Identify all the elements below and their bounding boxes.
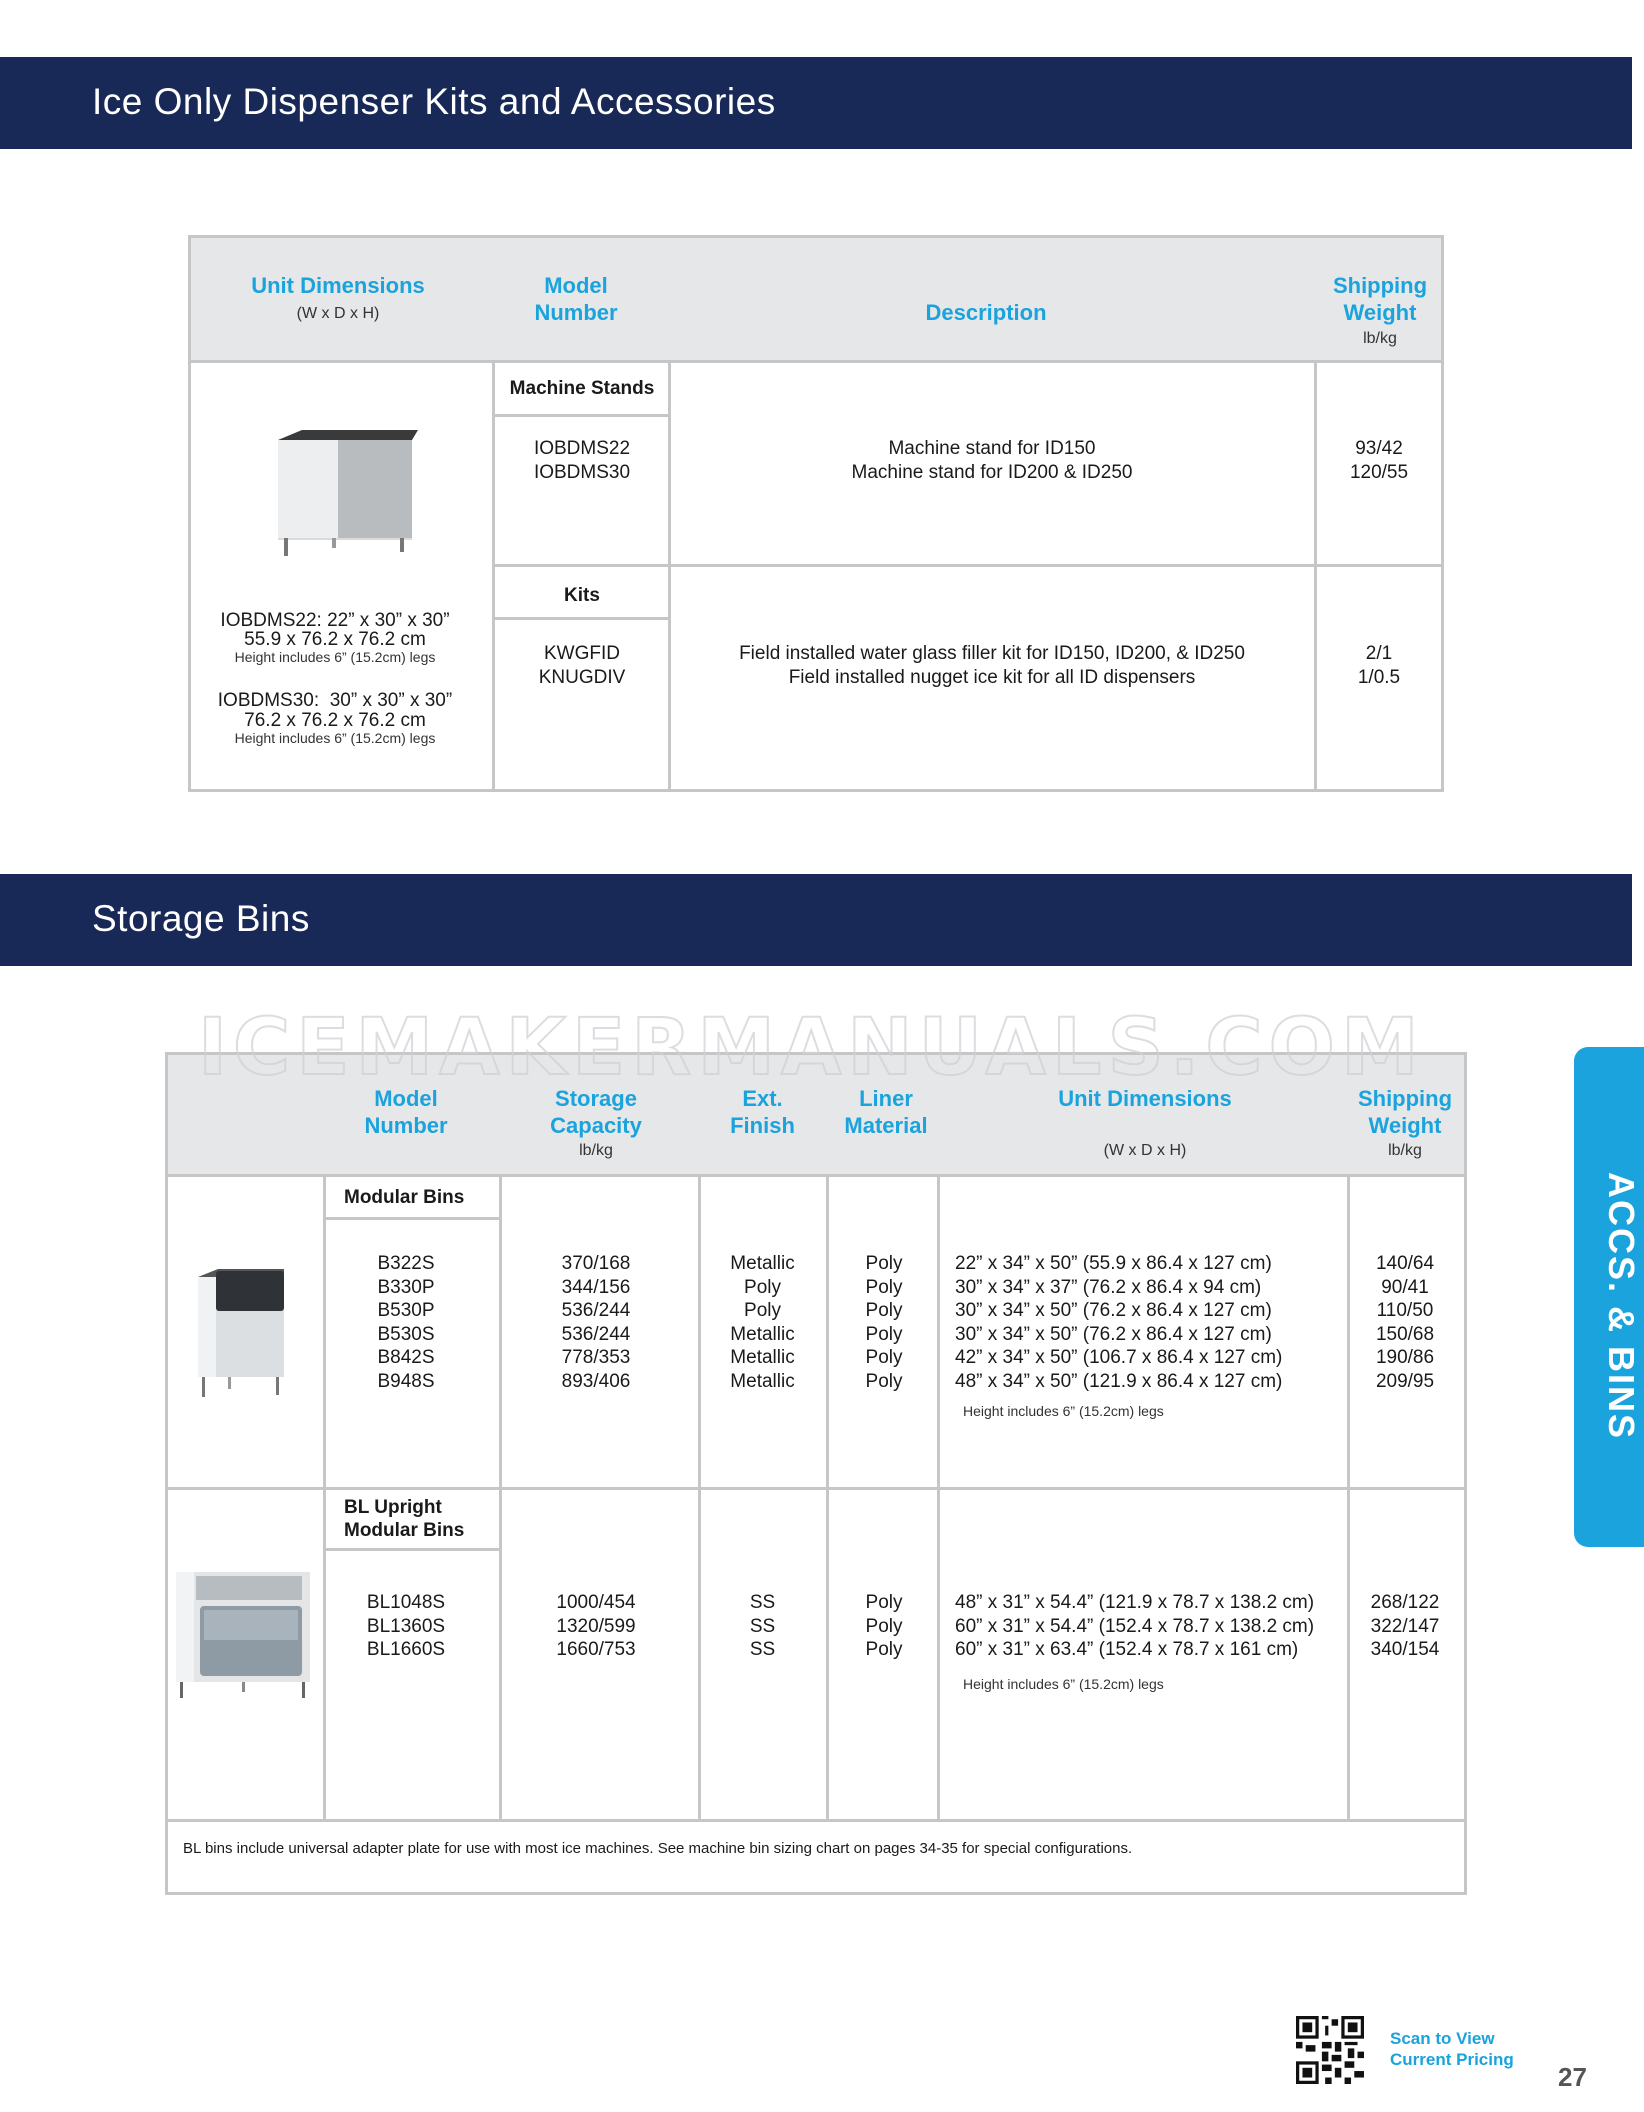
- header-storage: Storage: [555, 1086, 637, 1111]
- section-banner: [0, 874, 1632, 966]
- upright-models: BL1048S BL1360S BL1660S: [366, 1592, 446, 1660]
- header-number: Number: [364, 1113, 448, 1138]
- column-divider: [1314, 363, 1317, 792]
- row-divider: [165, 1819, 1467, 1822]
- table-header: [188, 235, 1444, 363]
- upright-note: Height includes 6” (15.2cm) legs: [963, 1676, 1164, 1692]
- modular-dimensions: 22” x 34” x 50” (55.9 x 86.4 x 127 cm) 30” x 34” x 37” (76.2 x 86.4 x 94 cm) 30” x 34” x 50” (76.2 x 86.4 x 127 cm) 30” x 34” x 50” (76.2 x 86.4 x 127 cm) 42” x 34” x 50” (106.7 x 86.4 x 127 cm) 48” x 34” x 50” (121.9 x 86.4 x 127 cm): [955, 1253, 1283, 1392]
- upright-weights: 268/122 322/147 340/154: [1370, 1592, 1440, 1660]
- header-capacity: Capacity: [550, 1113, 642, 1138]
- kits-models: KWGFID KNUGDIV: [538, 643, 626, 688]
- header-liner: Liner: [859, 1086, 913, 1111]
- header-finish: Finish: [730, 1113, 795, 1138]
- header-model: Model: [374, 1086, 438, 1111]
- scan-line-1: Scan to View: [1390, 2029, 1495, 2048]
- kits-weights: 2/1 1/0.5: [1357, 643, 1401, 688]
- machine-stands-weights: 93/42 120/55: [1349, 438, 1409, 483]
- modular-bin-image: [192, 1265, 292, 1400]
- scan-pricing-text: [1390, 2028, 1514, 2070]
- row-divider: [492, 414, 671, 417]
- row-divider: [323, 1548, 502, 1551]
- header-weight-unit: lb/kg: [1388, 1142, 1422, 1159]
- upright-bin-image: [172, 1568, 314, 1700]
- upright-dimensions: 48” x 31” x 54.4” (121.9 x 78.7 x 138.2 cm) 60” x 31” x 54.4” (152.4 x 78.7 x 138.2 cm) 60” x 31” x 63.4” (152.4 x 78.7 x 161 cm): [955, 1592, 1315, 1660]
- row-divider: [323, 1217, 502, 1220]
- stand-dims-b3: Height includes 6” (15.2cm) legs: [234, 730, 436, 746]
- section-title: Ice Only Dispenser Kits and Accessories: [92, 81, 776, 122]
- upright-liner: Poly Poly Poly: [865, 1592, 903, 1660]
- header-weight: Weight: [1343, 300, 1417, 325]
- header-unit-dimensions: Unit Dimensions: [1058, 1086, 1232, 1111]
- row-divider: [492, 617, 671, 620]
- modular-bins-label: Modular Bins: [344, 1187, 465, 1208]
- machine-stand-image: [272, 430, 422, 560]
- header-shipping: Shipping: [1332, 273, 1428, 298]
- header-unit-dimensions: Unit Dimensions: [251, 273, 425, 298]
- header-model: Model: [544, 273, 608, 298]
- section-tab-label: ACCS. & BINS: [1601, 1172, 1642, 1441]
- modular-liner: Poly Poly Poly Poly Poly Poly: [865, 1253, 903, 1392]
- watermark: ICEMAKERMANUALS.COM: [198, 1003, 1425, 1093]
- stand-dims-b1: IOBDMS30: 30” x 30” x 30”: [217, 690, 453, 711]
- row-divider: [492, 564, 1444, 567]
- section-tab[interactable]: [1574, 1047, 1644, 1547]
- machine-stands-label: Machine Stands: [509, 378, 655, 399]
- table-footnote: BL bins include universal adapter plate for use with most ice machines. See machine bin sizing chart on pages 34-35 for special configurations.: [183, 1840, 1133, 1857]
- kits-descriptions: Field installed water glass filler kit for ID150, ID200, & ID250 Field installed nugget ice kit for all ID dispensers: [739, 643, 1245, 688]
- qr-code-icon[interactable]: [1296, 2016, 1364, 2084]
- header-capacity-unit: lb/kg: [579, 1142, 613, 1159]
- machine-stands-descriptions: Machine stand for ID150 Machine stand for ID200 & ID250: [851, 438, 1133, 483]
- column-divider: [492, 363, 495, 792]
- header-weight-unit: lb/kg: [1363, 330, 1397, 347]
- column-divider: [668, 363, 671, 792]
- modular-models: B322S B330P B530P B530S B842S B948S: [377, 1253, 435, 1392]
- stand-dims-a2: 55.9 x 76.2 x 76.2 cm: [244, 629, 426, 650]
- header-ext: Ext.: [742, 1086, 783, 1111]
- modular-finish: Metallic Poly Poly Metallic Metallic Metallic: [730, 1253, 795, 1392]
- modular-weights: 140/64 90/41 110/50 150/68 190/86 209/95: [1375, 1253, 1435, 1392]
- header-description: Description: [925, 300, 1047, 325]
- stand-dims-b2: 76.2 x 76.2 x 76.2 cm: [244, 710, 426, 731]
- section-title: Storage Bins: [92, 898, 310, 939]
- header-shipping: Shipping: [1357, 1086, 1453, 1111]
- header-dims-sub: (W x D x H): [296, 305, 380, 322]
- upright-bins-label-1: BL Upright: [344, 1497, 442, 1518]
- column-divider: [499, 1177, 502, 1820]
- row-divider: [165, 1487, 1467, 1490]
- upright-bins-label-2: Modular Bins: [344, 1520, 465, 1541]
- header-dims-sub: (W x D x H): [1103, 1142, 1187, 1159]
- header-material: Material: [844, 1113, 928, 1138]
- storage-bins-table: [165, 1052, 1467, 1895]
- upright-capacity: 1000/454 1320/599 1660/753: [556, 1592, 636, 1660]
- upright-finish: SS SS SS: [749, 1592, 776, 1660]
- header-weight: Weight: [1368, 1113, 1442, 1138]
- modular-note: Height includes 6” (15.2cm) legs: [963, 1403, 1164, 1419]
- modular-capacity: 370/168 344/156 536/244 536/244 778/353 893/406: [561, 1253, 631, 1392]
- kits-label: Kits: [564, 585, 600, 606]
- stand-dims-a1: IOBDMS22: 22” x 30” x 30”: [220, 610, 450, 631]
- section-banner: [0, 57, 1632, 149]
- page-number: 27: [1558, 2062, 1587, 2092]
- stand-dims-a3: Height includes 6” (15.2cm) legs: [234, 649, 436, 665]
- scan-line-2: Current Pricing: [1390, 2050, 1514, 2069]
- machine-stands-models: IOBDMS22 IOBDMS30: [533, 438, 631, 483]
- header-number: Number: [534, 300, 618, 325]
